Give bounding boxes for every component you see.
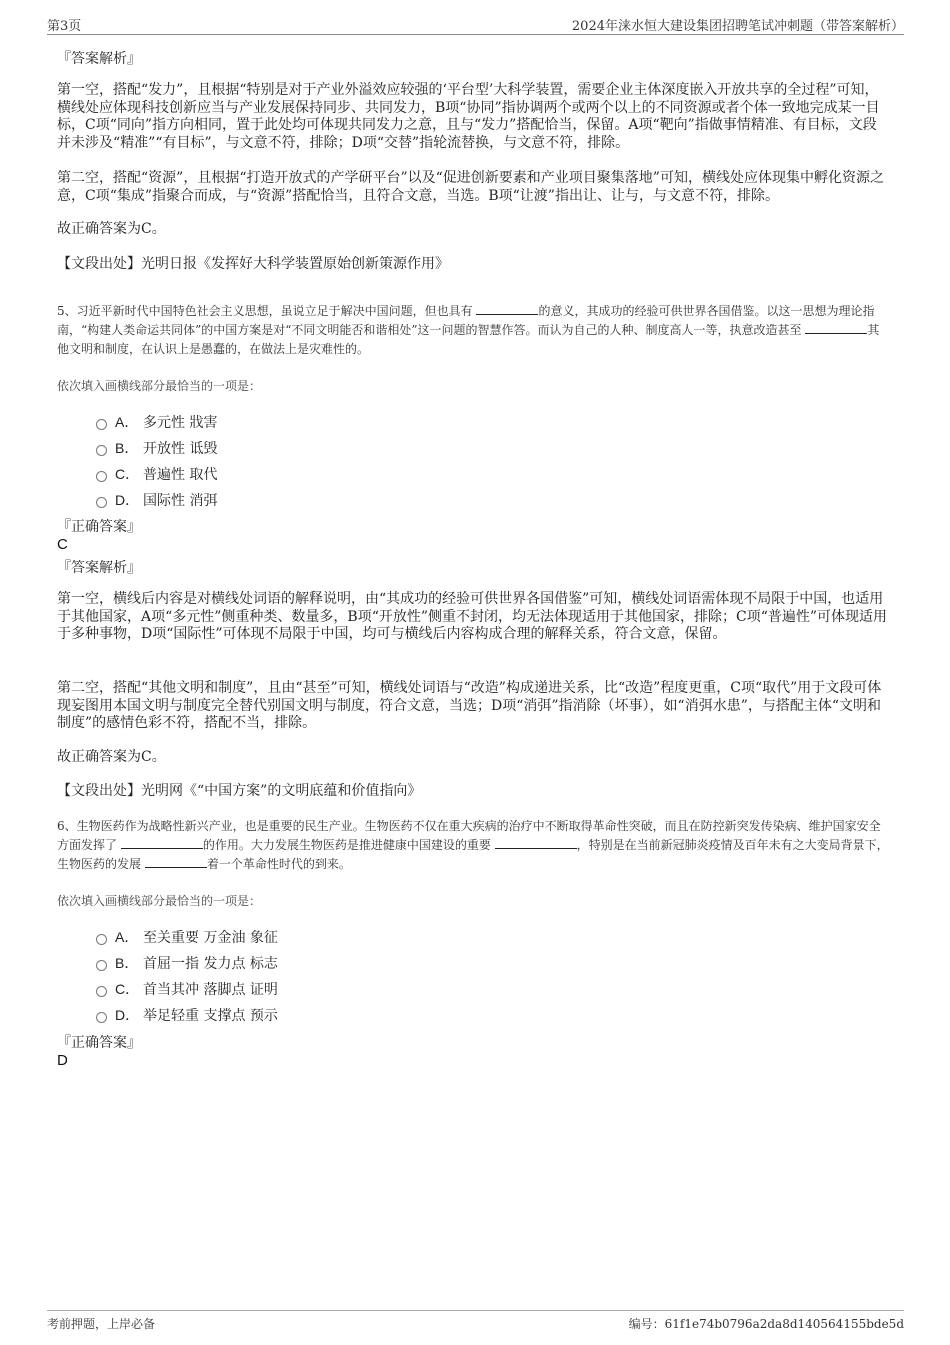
analysis-paragraph: 第二空，搭配“资源”，且根据“打造开放式的产学研平台”以及“促进创新要素和产业项目聚集落地”可知，横线处应体现集中孵化资源之意，C项“集成”指聚合而成，与“资源”搭配恰当，且符合文意，当选。B项“让渡”指出让、让与，与文意不符，排除。	[57, 170, 884, 204]
radio-icon[interactable]	[96, 445, 107, 456]
analysis-label: 『答案解析』	[57, 560, 141, 576]
question-prompt: 依次填入画横线部分最恰当的一项是：	[57, 379, 262, 393]
option-d[interactable]: D． 举足轻重 支撑点 预示	[96, 1005, 278, 1025]
source-citation: 【文段出处】光明日报《发挥好大科学装置原始创新策源作用》	[57, 256, 449, 272]
radio-icon[interactable]	[96, 934, 107, 945]
option-d[interactable]: D． 国际性 消弭	[96, 490, 217, 510]
answer-blank	[805, 321, 867, 334]
footer-slogan: 考前押题，上岸必备	[47, 1317, 156, 1331]
source-citation: 【文段出处】光明网《“中国方案”的文明底蕴和价值指向》	[57, 783, 422, 799]
correct-answer-label: 『正确答案』	[57, 1035, 141, 1051]
question-prompt: 依次填入画横线部分最恰当的一项是：	[57, 894, 262, 908]
page-number: 第3页	[47, 19, 82, 34]
analysis-paragraph: 第二空，搭配“其他文明和制度”，且由“甚至”可知，横线处词语与“改造”构成递进关系，比“改造”程度更重，C项“取代”用于文段可体现妄图用本国文明与制度完全替代别国文明与制度，符合文意，当选；D项“消弭”指消除（坏事），如“消弭水患”，与搭配主体“文明和制度”的感情色彩不符，搭配不当，排除。	[57, 680, 882, 731]
correct-answer: D	[57, 1052, 68, 1069]
conclusion: 故正确答案为C。	[57, 221, 166, 237]
conclusion: 故正确答案为C。	[57, 749, 166, 765]
option-c[interactable]: C． 普遍性 取代	[96, 464, 217, 484]
analysis-label: 『答案解析』	[57, 51, 141, 67]
answer-blank	[476, 302, 538, 315]
answer-blank	[495, 836, 577, 849]
option-a[interactable]: A． 多元性 戕害	[96, 412, 217, 432]
question-stem: 6、生物医药作为战略性新兴产业，也是重要的民生产业。生物医药不仅在重大疾病的治疗中不断取得革命性突破，而且在防控新突发传染病、维护国家安全方面发挥了 的作用。大力发展生物医药是推进健康中国建设的重要 ，特别是在当前新冠肺炎疫情及百年未有之大变局背景下，生物医药的发展 着一个革命性时代的到来。	[57, 819, 889, 871]
radio-icon[interactable]	[96, 471, 107, 482]
document-title: 2024年涞水恒大建设集团招聘笔试冲刺题（带答案解析）	[571, 19, 904, 34]
page-footer	[47, 1310, 904, 1335]
option-c[interactable]: C． 首当其冲 落脚点 证明	[96, 979, 278, 999]
analysis-paragraph: 第一空，横线后内容是对横线处词语的解释说明，由“其成功的经验可供世界各国借鉴”可知，横线处词语需体现不局限于中国，也适用于其他国家，A项“多元性”侧重种类、数量多，B项“开放性”侧重不封闭，均无法体现适用于其他国家，排除；C项“普遍性”可体现适用于多种事物，D项“国际性”可体现不局限于中国，均可与横线后内容构成合理的解释关系，符合文意，保留。	[57, 591, 888, 642]
question-stem: 5、习近平新时代中国特色社会主义思想，虽说立足于解决中国问题，但也具有 的意义，其成功的经验可供世界各国借鉴。以这一思想为理论指南，“构建人类命运共同体”的中国方案是对“不同文明能否和谐相处”这一问题的智慧作答。而认为自己的人种、制度高人一等，执意改造甚至 其他文明和制度，在认识上是愚蠢的，在做法上是灾难性的。	[57, 304, 880, 356]
radio-icon[interactable]	[96, 1012, 107, 1023]
analysis-paragraph: 第一空，搭配“发力”，且根据“特别是对于产业外溢效应较强的‘平台型’大科学装置，需要企业主体深度嵌入开放共享的全过程”可知，横线处应体现科技创新应当与产业发展保持同步、共同发力，B项“协同”指协调两个或两个以上的不同资源或者个体一致地完成某一目标，C项“同向”指方向相同，置于此处均可体现共同发力之意，且与“发力”搭配恰当，保留。A项“靶向”指做事情精准、有目标，文段并未涉及“精准”“有目标”，与文意不符，排除；D项“交替”指轮流替换，与文意不符，排除。	[57, 82, 880, 151]
radio-icon[interactable]	[96, 497, 107, 508]
answer-blank	[145, 855, 207, 868]
option-b[interactable]: B． 首屈一指 发力点 标志	[96, 953, 278, 973]
option-a[interactable]: A． 至关重要 万金油 象征	[96, 927, 278, 947]
radio-icon[interactable]	[96, 986, 107, 997]
correct-answer-label: 『正确答案』	[57, 519, 141, 535]
radio-icon[interactable]	[96, 960, 107, 971]
radio-icon[interactable]	[96, 419, 107, 430]
correct-answer: C	[57, 536, 68, 553]
answer-blank	[121, 836, 203, 849]
option-b[interactable]: B． 开放性 诋毁	[96, 438, 217, 458]
document-id: 编号：61f1e74b0796a2da8d140564155bde5d	[628, 1317, 904, 1331]
page-header	[47, 14, 904, 35]
